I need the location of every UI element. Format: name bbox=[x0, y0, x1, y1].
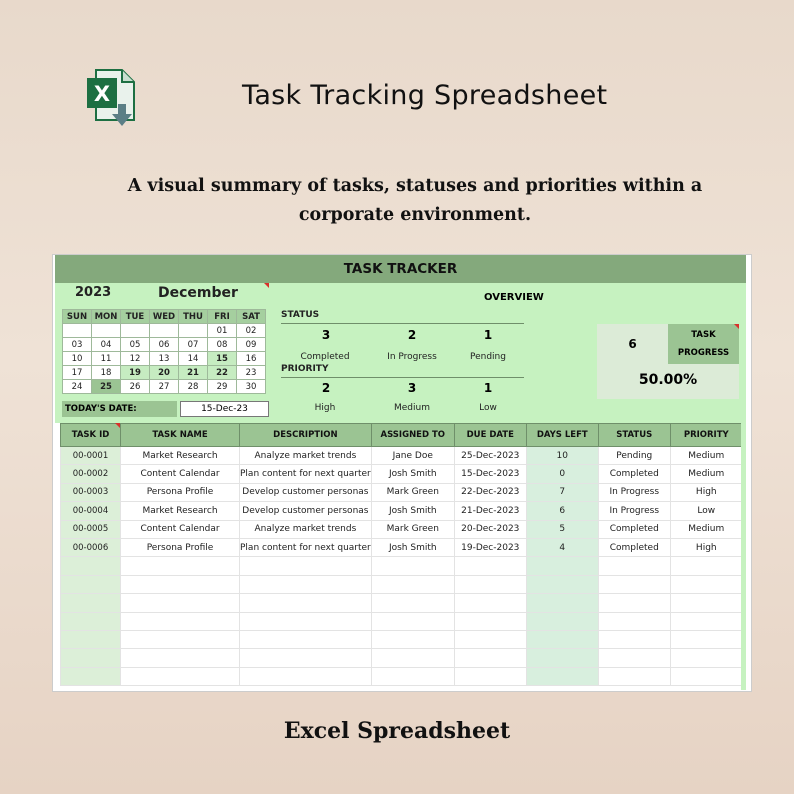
calendar-day[interactable]: 14 bbox=[179, 352, 208, 366]
weekday-header: SUN bbox=[63, 310, 92, 324]
calendar-day[interactable] bbox=[92, 324, 121, 338]
weekday-header: THU bbox=[179, 310, 208, 324]
empty-cell[interactable] bbox=[454, 612, 526, 630]
cell-days-left[interactable]: 0 bbox=[526, 465, 598, 483]
calendar-day[interactable]: 29 bbox=[208, 380, 237, 394]
empty-table-row bbox=[61, 667, 743, 685]
cell-status[interactable]: In Progress bbox=[598, 483, 670, 501]
task-label-line1: TASK bbox=[691, 330, 716, 340]
empty-cell[interactable] bbox=[598, 667, 670, 685]
empty-cell[interactable] bbox=[371, 594, 454, 612]
cell-task-name[interactable]: Content Calendar bbox=[121, 465, 240, 483]
empty-cell[interactable] bbox=[454, 594, 526, 612]
calendar-day[interactable] bbox=[179, 324, 208, 338]
empty-cell[interactable] bbox=[598, 649, 670, 667]
calendar-day[interactable]: 09 bbox=[237, 338, 266, 352]
calendar-day[interactable]: 11 bbox=[92, 352, 121, 366]
empty-cell[interactable] bbox=[526, 649, 598, 667]
status-count: 2 bbox=[407, 328, 417, 342]
empty-cell[interactable] bbox=[240, 649, 372, 667]
calendar-day[interactable]: 24 bbox=[63, 380, 92, 394]
weekday-header: SAT bbox=[237, 310, 266, 324]
empty-cell[interactable] bbox=[526, 612, 598, 630]
cell-description[interactable]: Plan content for next quarter bbox=[240, 538, 372, 556]
calendar-day[interactable] bbox=[150, 324, 179, 338]
task-progress-label bbox=[668, 324, 739, 364]
divider bbox=[281, 377, 524, 378]
calendar-day[interactable]: 02 bbox=[237, 324, 266, 338]
empty-table-row bbox=[61, 575, 743, 593]
priority-count: 2 bbox=[321, 381, 331, 395]
calendar-day[interactable]: 15 bbox=[208, 352, 237, 366]
cell-due-date[interactable]: 20-Dec-2023 bbox=[454, 520, 526, 538]
priority-section-label: PRIORITY bbox=[281, 364, 329, 374]
cell-status[interactable]: In Progress bbox=[598, 502, 670, 520]
empty-cell[interactable] bbox=[61, 575, 121, 593]
calendar-day[interactable]: 13 bbox=[150, 352, 179, 366]
cell-task-id[interactable]: 00-0003 bbox=[61, 483, 121, 501]
calendar-grid bbox=[62, 309, 266, 394]
empty-cell[interactable] bbox=[240, 667, 372, 685]
cell-due-date[interactable]: 19-Dec-2023 bbox=[454, 538, 526, 556]
svg-text:X: X bbox=[93, 82, 111, 106]
cell-days-left[interactable]: 6 bbox=[526, 502, 598, 520]
cell-description[interactable]: Develop customer personas bbox=[240, 502, 372, 520]
task-count: 6 bbox=[597, 324, 668, 364]
priority-count: 1 bbox=[483, 381, 493, 395]
calendar-day[interactable]: 12 bbox=[121, 352, 150, 366]
calendar-day[interactable]: 01 bbox=[208, 324, 237, 338]
empty-cell[interactable] bbox=[121, 594, 240, 612]
empty-cell[interactable] bbox=[526, 594, 598, 612]
cell-task-id[interactable]: 00-0005 bbox=[61, 520, 121, 538]
cell-assigned-to[interactable]: Josh Smith bbox=[371, 502, 454, 520]
table-row bbox=[61, 447, 743, 465]
sheet-edge bbox=[741, 423, 746, 690]
empty-table-row bbox=[61, 630, 743, 648]
calendar-day[interactable]: 22 bbox=[208, 366, 237, 380]
calendar-day[interactable]: 21 bbox=[179, 366, 208, 380]
excel-icon bbox=[86, 68, 140, 128]
calendar-day[interactable]: 10 bbox=[63, 352, 92, 366]
task-label-line2: PROGRESS bbox=[677, 348, 730, 358]
empty-table-row bbox=[61, 649, 743, 667]
priority-name: Medium bbox=[394, 403, 430, 413]
calendar-day[interactable]: 17 bbox=[63, 366, 92, 380]
cell-task-name[interactable]: Persona Profile bbox=[121, 538, 240, 556]
calendar-day[interactable]: 06 bbox=[150, 338, 179, 352]
cell-status[interactable]: Completed bbox=[598, 520, 670, 538]
column-header-assigned-to[interactable]: ASSIGNED TO bbox=[371, 424, 454, 447]
calendar-day[interactable] bbox=[121, 324, 150, 338]
empty-cell[interactable] bbox=[121, 575, 240, 593]
empty-cell[interactable] bbox=[670, 575, 742, 593]
table-row bbox=[61, 465, 743, 483]
calendar-day[interactable]: 08 bbox=[208, 338, 237, 352]
weekday-header: TUE bbox=[121, 310, 150, 324]
cell-task-name[interactable]: Market Research bbox=[121, 447, 240, 465]
calendar-day[interactable]: 18 bbox=[92, 366, 121, 380]
tracker-banner: TASK TRACKER bbox=[55, 255, 746, 283]
empty-cell[interactable] bbox=[240, 575, 372, 593]
cell-priority[interactable]: Low bbox=[670, 502, 742, 520]
empty-cell[interactable] bbox=[670, 557, 742, 575]
weekday-header: FRI bbox=[208, 310, 237, 324]
cell-assigned-to[interactable]: Jane Doe bbox=[371, 447, 454, 465]
empty-table-row bbox=[61, 612, 743, 630]
empty-cell[interactable] bbox=[526, 557, 598, 575]
calendar-day[interactable]: 23 bbox=[237, 366, 266, 380]
cell-days-left[interactable]: 7 bbox=[526, 483, 598, 501]
calendar-day[interactable]: 27 bbox=[150, 380, 179, 394]
empty-cell[interactable] bbox=[121, 630, 240, 648]
today-date-label: TODAY'S DATE: bbox=[62, 401, 177, 417]
cell-priority[interactable]: Medium bbox=[670, 447, 742, 465]
empty-cell[interactable] bbox=[61, 612, 121, 630]
empty-cell[interactable] bbox=[371, 557, 454, 575]
empty-cell[interactable] bbox=[371, 612, 454, 630]
progress-percent: 50.00% bbox=[597, 364, 739, 399]
empty-cell[interactable] bbox=[240, 630, 372, 648]
empty-cell[interactable] bbox=[371, 630, 454, 648]
cell-task-name[interactable]: Persona Profile bbox=[121, 483, 240, 501]
comment-marker bbox=[734, 324, 739, 329]
cell-priority[interactable]: High bbox=[670, 538, 742, 556]
empty-cell[interactable] bbox=[670, 667, 742, 685]
column-header-due-date[interactable]: DUE DATE bbox=[454, 424, 526, 447]
empty-cell[interactable] bbox=[670, 649, 742, 667]
empty-cell[interactable] bbox=[526, 575, 598, 593]
cell-assigned-to[interactable]: Mark Green bbox=[371, 520, 454, 538]
table-row bbox=[61, 538, 743, 556]
cell-priority[interactable]: Medium bbox=[670, 520, 742, 538]
priority-name: Low bbox=[479, 403, 497, 413]
cell-description[interactable]: Plan content for next quarter bbox=[240, 465, 372, 483]
empty-cell[interactable] bbox=[61, 594, 121, 612]
status-name: In Progress bbox=[387, 352, 437, 362]
today-date-value[interactable]: 15-Dec-23 bbox=[180, 401, 269, 417]
cell-status[interactable]: Pending bbox=[598, 447, 670, 465]
empty-cell[interactable] bbox=[454, 667, 526, 685]
cell-task-name[interactable]: Content Calendar bbox=[121, 520, 240, 538]
priority-name: High bbox=[314, 403, 336, 413]
calendar-day[interactable]: 28 bbox=[179, 380, 208, 394]
empty-cell[interactable] bbox=[240, 612, 372, 630]
empty-table-row bbox=[61, 594, 743, 612]
empty-cell[interactable] bbox=[598, 630, 670, 648]
column-header-days-left[interactable]: DAYS LEFT bbox=[526, 424, 598, 447]
calendar-month[interactable]: December bbox=[158, 285, 238, 301]
cell-status[interactable]: Completed bbox=[598, 538, 670, 556]
page-title: Task Tracking Spreadsheet bbox=[242, 80, 608, 111]
cell-days-left[interactable]: 10 bbox=[526, 447, 598, 465]
cell-task-id[interactable]: 00-0001 bbox=[61, 447, 121, 465]
empty-table-row bbox=[61, 557, 743, 575]
comment-marker bbox=[264, 283, 269, 288]
column-header-description[interactable]: DESCRIPTION bbox=[240, 424, 372, 447]
footer-title: Excel Spreadsheet bbox=[283, 718, 511, 744]
status-count: 1 bbox=[483, 328, 493, 342]
cell-due-date[interactable]: 25-Dec-2023 bbox=[454, 447, 526, 465]
cell-task-id[interactable]: 00-0004 bbox=[61, 502, 121, 520]
cell-status[interactable]: Completed bbox=[598, 465, 670, 483]
calendar-year[interactable]: 2023 bbox=[75, 285, 112, 300]
cell-due-date[interactable]: 21-Dec-2023 bbox=[454, 502, 526, 520]
calendar-day[interactable] bbox=[63, 324, 92, 338]
cell-description[interactable]: Develop customer personas bbox=[240, 483, 372, 501]
column-header-status[interactable]: STATUS bbox=[598, 424, 670, 447]
comment-marker bbox=[115, 423, 120, 428]
cell-description[interactable]: Analyze market trends bbox=[240, 520, 372, 538]
divider bbox=[281, 323, 524, 324]
calendar-day[interactable]: 03 bbox=[63, 338, 92, 352]
page-subtitle: A visual summary of tasks, statuses and priorities within a corporate environment. bbox=[127, 176, 703, 225]
task-tracker-sheet bbox=[52, 254, 752, 692]
cell-due-date[interactable]: 22-Dec-2023 bbox=[454, 483, 526, 501]
status-name: Pending bbox=[470, 352, 506, 362]
status-count: 3 bbox=[321, 328, 331, 342]
calendar-day[interactable]: 04 bbox=[92, 338, 121, 352]
empty-cell[interactable] bbox=[670, 612, 742, 630]
empty-cell[interactable] bbox=[121, 649, 240, 667]
empty-cell[interactable] bbox=[670, 594, 742, 612]
empty-cell[interactable] bbox=[454, 557, 526, 575]
table-row bbox=[61, 502, 743, 520]
calendar-day[interactable]: 25 bbox=[92, 380, 121, 394]
empty-cell[interactable] bbox=[526, 630, 598, 648]
cell-task-id[interactable]: 00-0006 bbox=[61, 538, 121, 556]
empty-cell[interactable] bbox=[454, 649, 526, 667]
calendar-day[interactable]: 26 bbox=[121, 380, 150, 394]
cell-description[interactable]: Analyze market trends bbox=[240, 447, 372, 465]
empty-cell[interactable] bbox=[121, 557, 240, 575]
empty-cell[interactable] bbox=[61, 630, 121, 648]
empty-cell[interactable] bbox=[598, 594, 670, 612]
calendar-day[interactable]: 16 bbox=[237, 352, 266, 366]
cell-days-left[interactable]: 4 bbox=[526, 538, 598, 556]
empty-cell[interactable] bbox=[121, 612, 240, 630]
empty-cell[interactable] bbox=[598, 612, 670, 630]
empty-cell[interactable] bbox=[61, 667, 121, 685]
cell-assigned-to[interactable]: Mark Green bbox=[371, 483, 454, 501]
empty-cell[interactable] bbox=[371, 667, 454, 685]
calendar-day[interactable]: 20 bbox=[150, 366, 179, 380]
cell-task-name[interactable]: Market Research bbox=[121, 502, 240, 520]
calendar-day[interactable]: 05 bbox=[121, 338, 150, 352]
cell-priority[interactable]: High bbox=[670, 483, 742, 501]
empty-cell[interactable] bbox=[598, 557, 670, 575]
cell-assigned-to[interactable]: Josh Smith bbox=[371, 465, 454, 483]
empty-cell[interactable] bbox=[670, 630, 742, 648]
task-table bbox=[60, 423, 743, 686]
weekday-header: WED bbox=[150, 310, 179, 324]
cell-due-date[interactable]: 15-Dec-2023 bbox=[454, 465, 526, 483]
table-row bbox=[61, 520, 743, 538]
status-name: Completed bbox=[300, 352, 350, 362]
empty-cell[interactable] bbox=[240, 557, 372, 575]
cell-assigned-to[interactable]: Josh Smith bbox=[371, 538, 454, 556]
empty-cell[interactable] bbox=[121, 667, 240, 685]
column-header-task-name[interactable]: TASK NAME bbox=[121, 424, 240, 447]
calendar-day[interactable]: 19 bbox=[121, 366, 150, 380]
cell-days-left[interactable]: 5 bbox=[526, 520, 598, 538]
weekday-header: MON bbox=[92, 310, 121, 324]
calendar-day[interactable]: 07 bbox=[179, 338, 208, 352]
empty-cell[interactable] bbox=[240, 594, 372, 612]
empty-cell[interactable] bbox=[371, 575, 454, 593]
table-row bbox=[61, 483, 743, 501]
empty-cell[interactable] bbox=[454, 630, 526, 648]
empty-cell[interactable] bbox=[61, 649, 121, 667]
empty-cell[interactable] bbox=[454, 575, 526, 593]
empty-cell[interactable] bbox=[598, 575, 670, 593]
column-header-task-id[interactable]: TASK ID bbox=[61, 424, 121, 447]
calendar-day[interactable]: 30 bbox=[237, 380, 266, 394]
cell-priority[interactable]: Medium bbox=[670, 465, 742, 483]
overview-label: OVERVIEW bbox=[484, 292, 544, 303]
empty-cell[interactable] bbox=[61, 557, 121, 575]
empty-cell[interactable] bbox=[371, 649, 454, 667]
empty-cell[interactable] bbox=[526, 667, 598, 685]
column-header-priority[interactable]: PRIORITY bbox=[670, 424, 742, 447]
cell-task-id[interactable]: 00-0002 bbox=[61, 465, 121, 483]
priority-count: 3 bbox=[407, 381, 417, 395]
status-section-label: STATUS bbox=[281, 310, 320, 320]
